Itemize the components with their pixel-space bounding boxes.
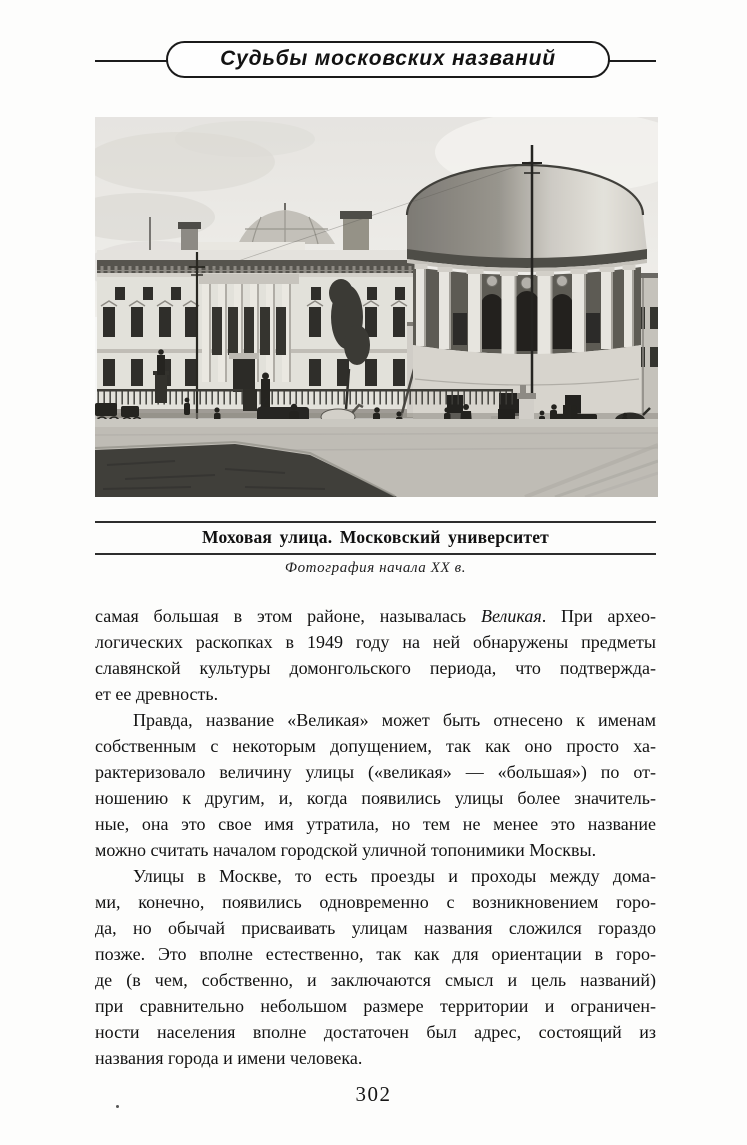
body-line: логических раскопках в 1949 году на ней обнаружены предметы (95, 632, 656, 652)
body-line: Правда, название «Великая» может быть отнесено к именам (133, 710, 656, 730)
body-line: де (в чем, собственно, и заключаются смысл и цель названий) (95, 970, 656, 990)
body-line: Улицы в Москве, то есть проезды и проходы между дома- (133, 866, 656, 886)
body-line: ные, она это свое имя утратила, но тем не менее это название (95, 814, 656, 834)
body-line: собственным с некоторым допущением, так как оно просто ха- (95, 736, 656, 756)
photo-caption-title: Моховая улица. Московский университет (202, 527, 549, 547)
chapter-title: Судьбы московских названий (220, 46, 556, 70)
body-line: при сравнительно небольшом размере территории и ограничен- (95, 996, 656, 1016)
body-line: названия города и имени человека. (95, 1048, 363, 1068)
header-rule-left (95, 60, 167, 62)
print-artifact-dot (116, 1105, 119, 1108)
photo-caption-subtitle: Фотография начала XX в. (284, 560, 467, 576)
body-line: да, но обычай присваивать улицам названия сложился гораздо (95, 918, 656, 938)
caption-rule-top (95, 521, 656, 523)
photo-foreground (95, 117, 658, 497)
body-line: ет ее древность. (95, 684, 219, 704)
caption-rule-bottom (95, 553, 656, 555)
body-text (95, 603, 656, 1071)
body-line: ми, конечно, появились одновременно с возникновением горо- (95, 892, 656, 912)
body-line: самая большая в этом районе, называлась Великая. При архео- (95, 606, 657, 626)
header-rule-right (609, 60, 656, 62)
page-number: 302 (355, 1082, 392, 1106)
body-line: рактеризовало величину улицы («великая» — «большая») по от- (95, 762, 656, 782)
body-line: можно считать началом городской уличной топонимики Москвы. (95, 840, 597, 860)
chapter-title-pill (166, 41, 610, 78)
body-line: ности населения вполне достаточен был адрес, состоящий из (95, 1022, 656, 1042)
photo-moscow-university (95, 117, 658, 497)
body-line: славянской культуры домонгольского периода, что подтвержда- (95, 658, 656, 678)
body-line: позже. Это вполне естественно, так как для ориентации в горо- (95, 944, 656, 964)
body-line: ношению к другим, и, когда появились улицы более значитель- (95, 788, 656, 808)
